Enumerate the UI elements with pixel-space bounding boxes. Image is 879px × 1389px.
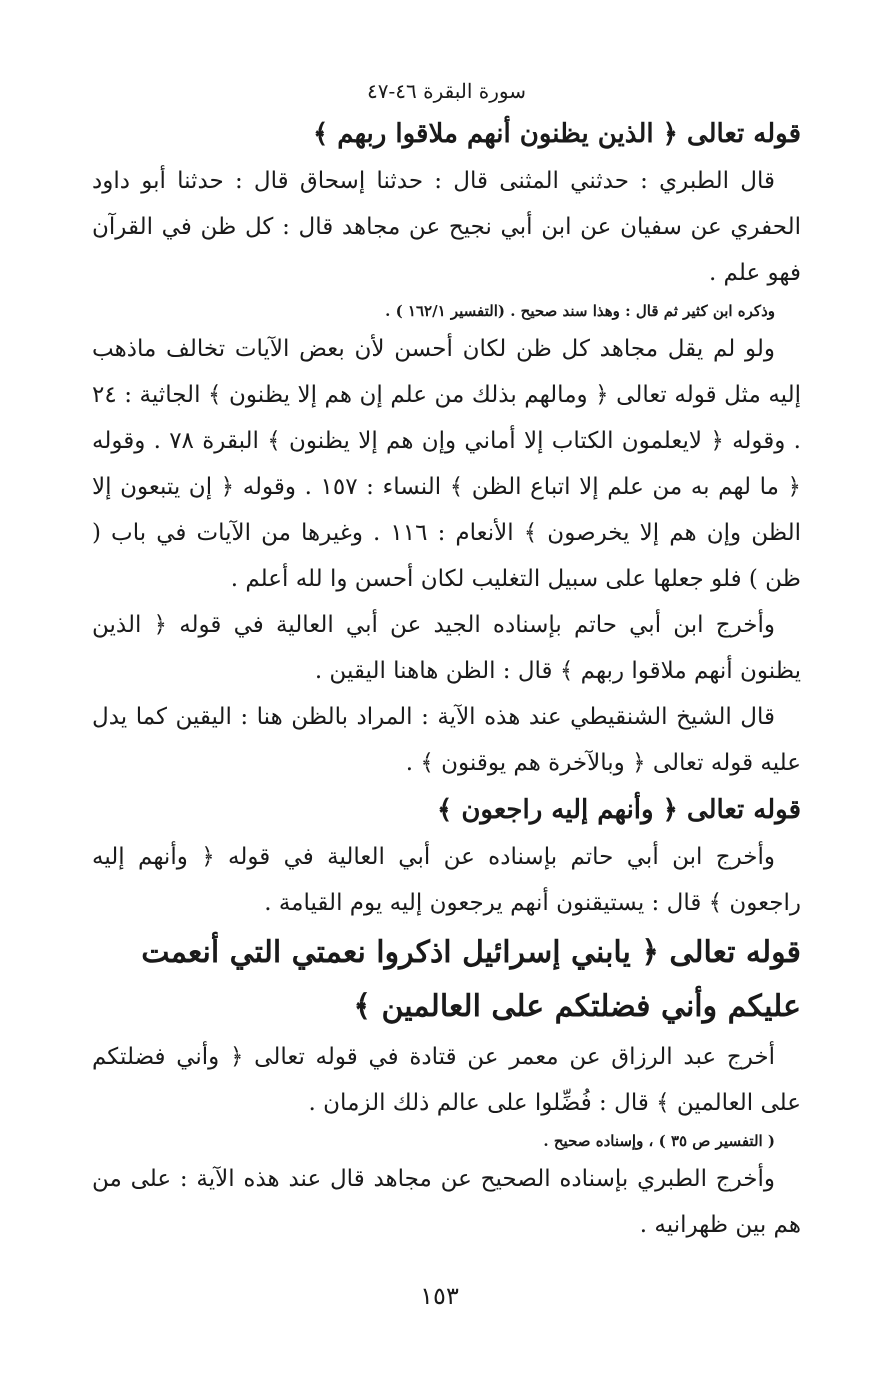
paragraph-commentary-on-mujahid: ولو لم يقل مجاهد كل ظن لكان أحسن لأن بعض الآيات تخالف ماذهب إليه مثل قوله تعالى ﴿ ومالهم بذلك من علم إن هم إلا يظنون ﴾ الجاثية : ٢٤ . وقوله ﴿ لايعلمون الكتاب إلا أماني وإن هم إلا يظنون ﴾ البقرة ٧٨ . وقوله ﴿ ما لهم به من علم إلا اتباع الظن ﴾ النساء : ١٥٧ . وقوله ﴿ إن يتبعون إلا الظن وإن هم إلا يخرصون ﴾ الأنعام : ١١٦ . وغيرها من الآيات في باب ( ظن ) فلو جعلها على سبيل التغليب لكان أحسن وا لله أعلم . (92, 336, 801, 592)
paragraph-shanqiti-report: قال الشيخ الشنقيطي عند هذه الآية : المراد بالظن هنا : اليقين كما يدل عليه قوله تعالى ﴿ وبالآخرة هم يوقنون ﴾ . (92, 704, 801, 776)
page-number: ١٥٣ (420, 1282, 459, 1310)
section-heading-verse-47: قوله تعالى ﴿ يابني إسرائيل اذكروا نعمتي التي أنعمت عليكم وأني فضلتكم على العالمين ﴾ (141, 935, 801, 1024)
citation-tafsir-page: ( التفسير ص ٣٥ ) ، وإسناده صحيح . (543, 1132, 775, 1150)
running-header: سورة البقرة ٤٦-٤٧ (367, 79, 526, 103)
paragraph-abu-al-aliya-report: وأخرج ابن أبي حاتم بإسناده عن أبي العالية في قوله ﴿ وأنهم إليه راجعون ﴾ قال : يستيقنون أنهم يرجعون إليه يوم القيامة . (92, 844, 801, 916)
section-heading-verse-46: قوله تعالى ﴿ الذين يظنون أنهم ملاقوا ربهم ﴾ (312, 119, 801, 149)
paragraph-abd-al-razzaq-report: أخرج عبد الرزاق عن معمر عن قتادة في قوله تعالى ﴿ وأني فضلتكم على العالمين ﴾ قال : فُضِّلوا على عالم ذلك الزمان . (92, 1044, 801, 1116)
section-heading-raji-un: قوله تعالى ﴿ وأنهم إليه راجعون ﴾ (437, 795, 801, 825)
paragraph-tabari-mujahid-report: وأخرج الطبري بإسناده الصحيح عن مجاهد قال عند هذه الآية : على من هم بين ظهرانيه . (92, 1166, 801, 1238)
paragraph-ibn-abi-hatim-report: وأخرج ابن أبي حاتم بإسناده الجيد عن أبي العالية في قوله ﴿ الذين يظنون أنهم ملاقوا ربهم ﴾ قال : الظن هاهنا اليقين . (92, 612, 801, 684)
citation-ibn-kathir: وذكره ابن كثير ثم قال : وهذا سند صحيح . (التفسير ١٦٢/١ ) . (385, 302, 775, 320)
paragraph-tabari-report: قال الطبري : حدثني المثنى قال : حدثنا إسحاق قال : حدثنا أبو داود الحفري عن سفيان عن ابن أبي نجيح عن مجاهد قال : كل ظن في القرآن فهو علم . (92, 168, 801, 286)
